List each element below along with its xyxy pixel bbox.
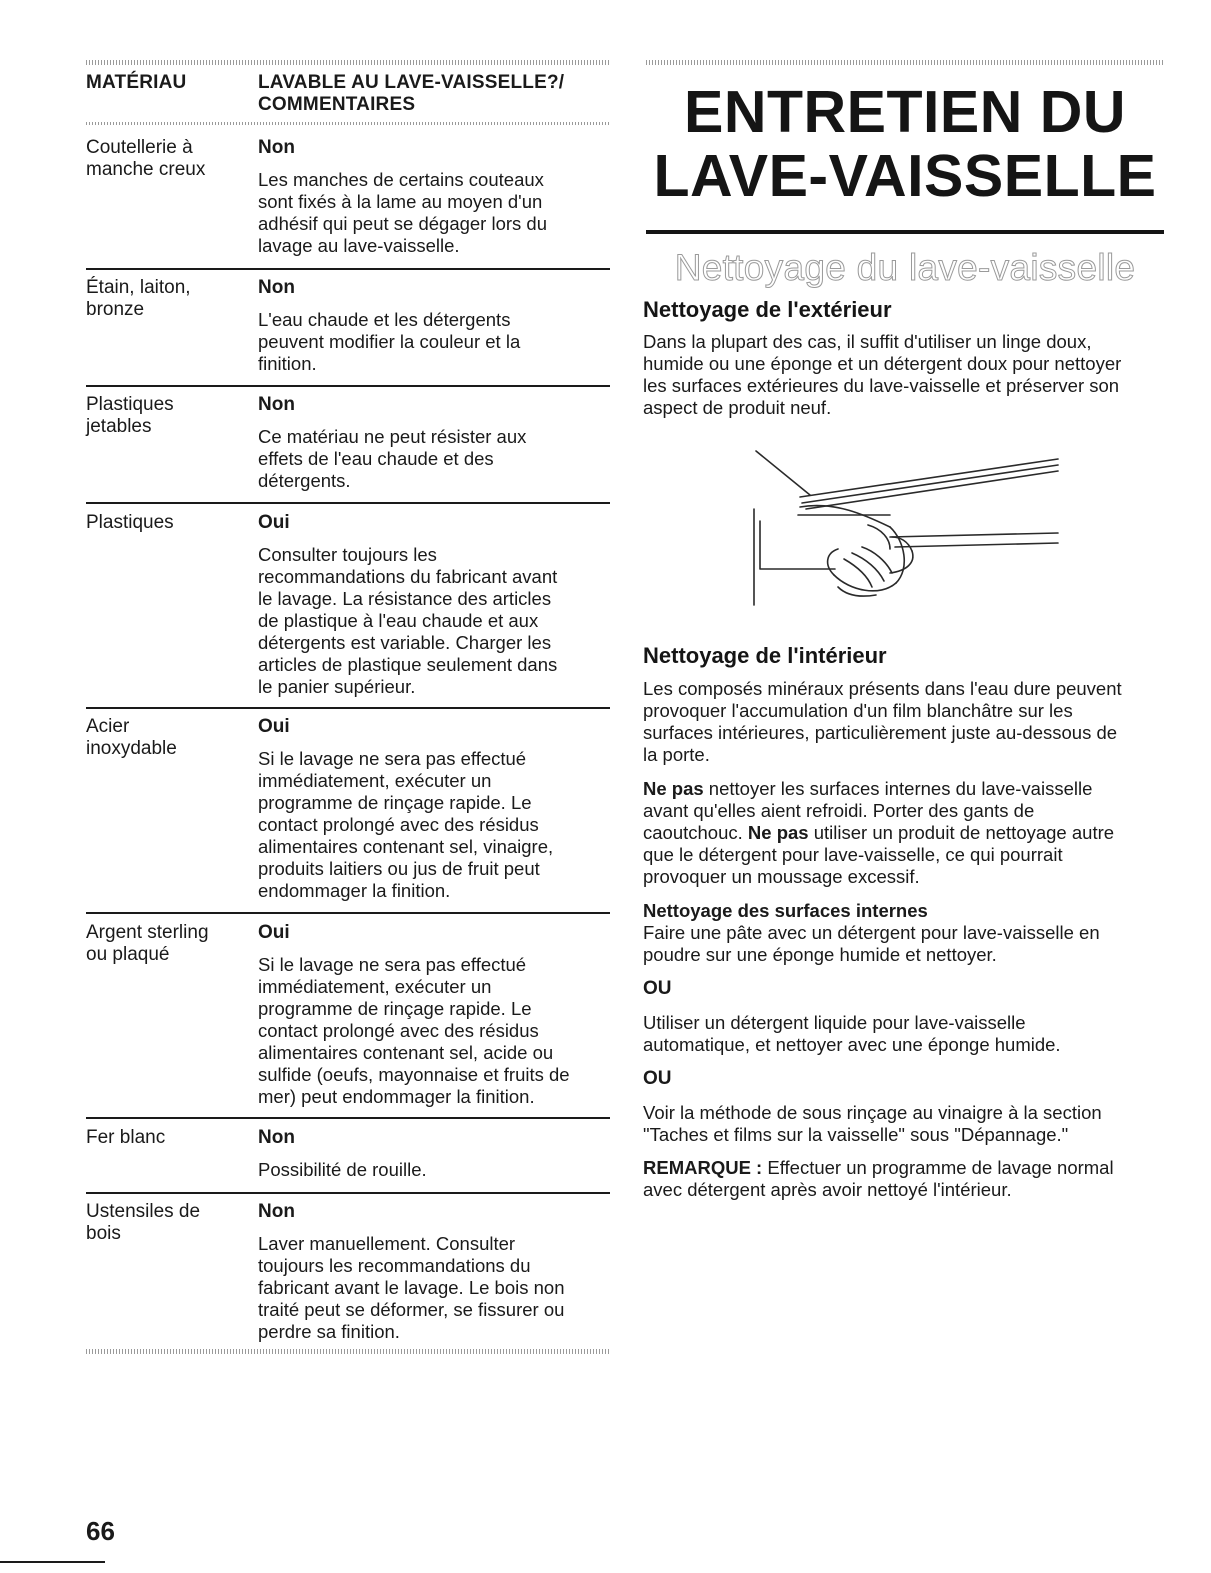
internal-surfaces-heading: Nettoyage des surfaces internes xyxy=(643,900,928,921)
answer-cell: Non xyxy=(258,137,295,158)
answer-cell: Oui xyxy=(258,716,290,737)
interior-heading: Nettoyage de l'intérieur xyxy=(643,643,887,668)
row-divider xyxy=(86,1192,610,1194)
material-cell: Coutellerie à manche creux xyxy=(86,137,206,180)
or-label: OU xyxy=(643,1068,672,1089)
answer-cell: Non xyxy=(258,1201,295,1222)
material-cell: Ustensiles de bois xyxy=(86,1201,201,1244)
note-cell: Si le lavage ne sera pas effectué immédiatement, exécuter un programme de rinçage rapide. Le contact prolongé avec des résidus alimentaires contenant sel, acide ou sulfide (oeufs, mayonnaise et fruits de mer) peut endommager la finition. xyxy=(258,954,570,1107)
note-cell: Consulter toujours les recommandations du fabricant avant le lavage. La résistance des articles de plastique à l'eau chaude et aux détergents est variable. Charger les articles de plastique seulement dans le panier supérieur. xyxy=(258,544,558,697)
row-divider xyxy=(86,707,610,709)
remark-paragraph: REMARQUE : Effectuer un programme de lavage normal avec détergent après avoir nettoyé l'intérieur. xyxy=(643,1157,1114,1200)
note-cell: Ce matériau ne peut résister aux effets de l'eau chaude et des détergents. xyxy=(258,426,527,491)
note-cell: Si le lavage ne sera pas effectué immédiatement, exécuter un programme de rinçage rapide. Le contact prolongé avec des résidus alimentaires contenant sel, vinaigre, produits laitiers ou jus de fruit peut endommager la finition. xyxy=(258,748,554,901)
note-cell: Les manches de certains couteaux sont fixés à la lame au moyen d'un adhésif qui peut se dégager lors du lavage au lave-vaisselle. xyxy=(258,169,548,256)
section-heading: Nettoyage du lave-vaisselle xyxy=(674,247,1136,288)
right-top-dotted-rule xyxy=(646,60,1164,65)
exterior-heading: Nettoyage de l'extérieur xyxy=(643,297,892,322)
note-cell: L'eau chaude et les détergents peuvent modifier la couleur et la finition. xyxy=(258,309,521,374)
answer-cell: Oui xyxy=(258,512,290,533)
answer-cell: Non xyxy=(258,1127,295,1148)
material-cell: Argent sterling ou plaqué xyxy=(86,922,209,965)
answer-cell: Non xyxy=(258,277,295,298)
or-label: OU xyxy=(643,978,672,999)
note-cell: Laver manuellement. Consulter toujours les recommandations du fabricant avant le lavage. Le bois non traité peut se déformer, se fissurer ou perdre sa finition. xyxy=(258,1233,565,1342)
hand-wiping-illustration xyxy=(740,445,1070,615)
title-line2: LAVE-VAISSELLE xyxy=(653,143,1157,209)
header-material: MATÉRIAU xyxy=(86,72,187,93)
material-cell: Plastiques jetables xyxy=(86,394,174,437)
title-rule xyxy=(646,230,1164,234)
row-divider xyxy=(86,502,610,504)
header-comments-line1: LAVABLE AU LAVE-VAISSELLE?/ xyxy=(258,72,565,93)
internal-surfaces-body: Faire une pâte avec un détergent pour lave-vaisselle en poudre sur une éponge humide et nettoyer. xyxy=(643,922,1100,965)
warning-emphasis: Ne pas xyxy=(747,822,809,843)
header-dotted-rule xyxy=(86,122,610,125)
row-divider xyxy=(86,268,610,270)
liquid-detergent-body: Utiliser un détergent liquide pour lave-vaisselle automatique, et nettoyer avec une éponge humide. xyxy=(643,1012,1061,1055)
header-comments-line2: COMMENTAIRES xyxy=(258,94,416,115)
material-cell: Étain, laiton, bronze xyxy=(86,277,191,320)
warning-paragraph: Ne pas nettoyer les surfaces internes du lave-vaisselle avant qu'elles aient refroidi. Porter des gants de caoutchouc. Ne pas utiliser un produit de nettoyage autre que le détergent pour lave-vaisselle, ce qui pourrait provoquer un moussage excessif. xyxy=(643,778,1115,887)
interior-body: Les composés minéraux présents dans l'eau dure peuvent provoquer l'accumulation d'un film blanchâtre sur les surfaces intérieures, particulièrement juste au-dessous de la porte. xyxy=(643,678,1122,765)
answer-cell: Oui xyxy=(258,922,290,943)
header-comments xyxy=(258,72,564,116)
material-cell: Fer blanc xyxy=(86,1127,166,1148)
answer-cell: Non xyxy=(258,394,295,415)
page-title xyxy=(646,80,1164,208)
footer-rule xyxy=(0,1561,105,1563)
vinegar-rinse-body: Voir la méthode de sous rinçage au vinaigre à la section "Taches et films sur la vaisselle" sous "Dépannage." xyxy=(643,1102,1102,1145)
page-number: 66 xyxy=(86,1516,115,1546)
exterior-body: Dans la plupart des cas, il suffit d'utiliser un linge doux, humide ou une éponge et un détergent doux pour nettoyer les surfaces extérieures du lave-vaisselle et préserver son aspect de produit neuf. xyxy=(643,331,1122,418)
row-divider xyxy=(86,912,610,914)
material-cell: Plastiques xyxy=(86,512,174,533)
title-line1: ENTRETIEN DU xyxy=(684,79,1126,145)
warning-emphasis: Ne pas xyxy=(643,778,704,799)
table-bottom-dotted-rule xyxy=(86,1349,610,1354)
row-divider xyxy=(86,1117,610,1119)
row-divider xyxy=(86,385,610,387)
table-top-dotted-rule xyxy=(86,60,610,65)
remark-label: REMARQUE : xyxy=(643,1157,763,1178)
material-cell: Acier inoxydable xyxy=(86,716,177,759)
note-cell: Possibilité de rouille. xyxy=(258,1159,427,1180)
